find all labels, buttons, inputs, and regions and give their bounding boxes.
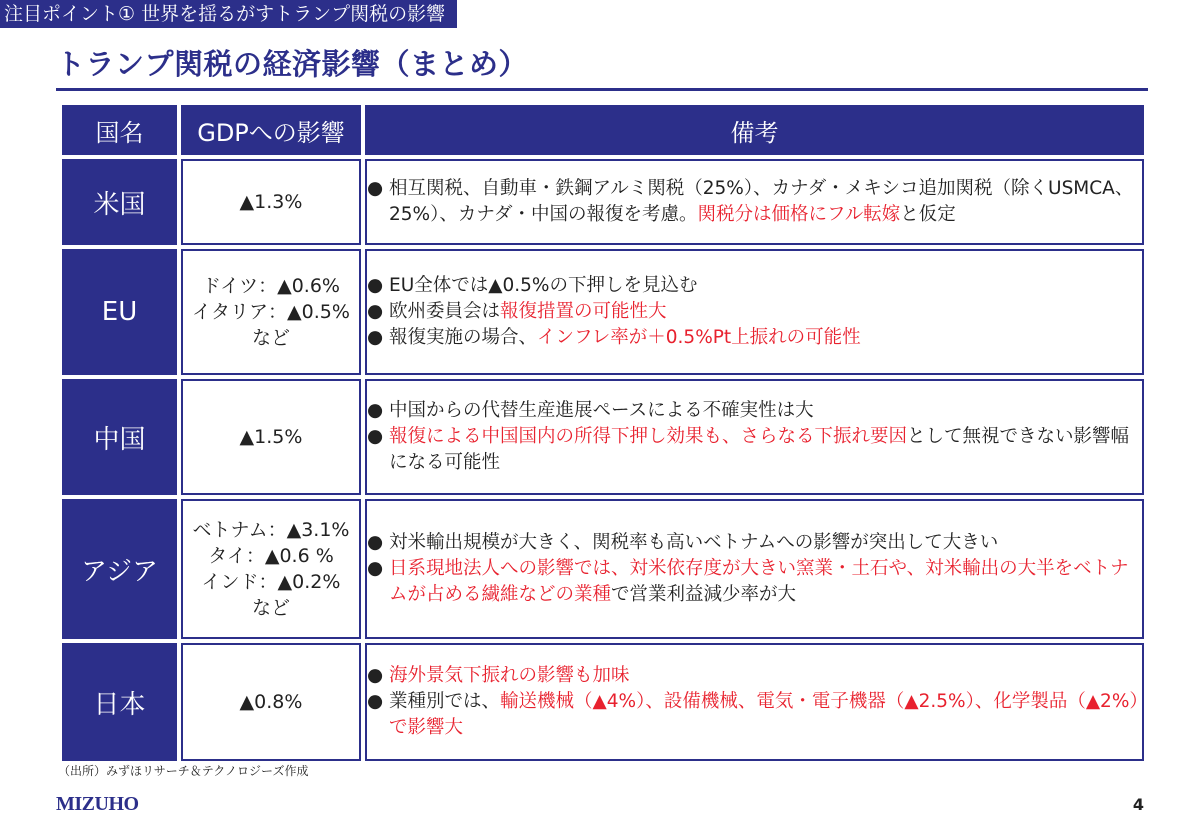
gdp-cell [181, 249, 361, 375]
remarks-cell [365, 379, 1144, 495]
summary-table-container [58, 101, 1148, 757]
remark-bullet [367, 176, 1142, 228]
remark-text [389, 530, 1142, 556]
highlight-text: 報復措置の可能性大 [500, 301, 667, 322]
remark-segment: 欧州委員会は [389, 301, 501, 322]
source-note: （出所）みずほリサーチ＆テクノロジーズ作成 [58, 764, 309, 778]
bullet-dot-icon: ● [367, 665, 384, 686]
remark-text [389, 663, 1142, 689]
summary-table [58, 101, 1148, 765]
gdp-value: イタリア：▲0.5% [192, 301, 350, 323]
remark-bullet [367, 556, 1142, 608]
gdp-value: ▲1.5% [239, 426, 303, 448]
remark-bullet [367, 530, 1142, 556]
remark-text [389, 689, 1142, 741]
header-country: 国名 [62, 105, 177, 155]
remark-segment: 業種別では、 [389, 691, 501, 712]
remarks-cell [365, 499, 1144, 639]
gdp-value: ▲0.8% [239, 691, 303, 713]
page-title: トランプ関税の経済影響（まとめ） [56, 47, 529, 81]
remark-text [389, 398, 1142, 424]
highlight-text: 報復による中国国内の所得下押し効果も、さらなる下振れ要因 [389, 426, 908, 447]
highlight-text: 海外景気下振れの影響も加味 [389, 665, 630, 686]
remark-segment: 中国からの代替生産進展ペースによる不確実性は大 [389, 400, 814, 421]
gdp-value: など [251, 597, 290, 619]
gdp-value: ベトナム：▲3.1% [192, 519, 350, 541]
bullet-dot-icon: ● [367, 426, 384, 447]
bullet-dot-icon: ● [367, 301, 384, 322]
table-row [62, 499, 1144, 639]
remark-bullet [367, 689, 1142, 741]
bullet-dot-icon: ● [367, 275, 384, 296]
gdp-cell [181, 379, 361, 495]
remark-bullet [367, 398, 1142, 424]
title-divider [56, 88, 1148, 91]
gdp-value: ▲1.3% [239, 191, 303, 213]
remark-segment: 対米輸出規模が大きく、関税率も高いベトナムへの影響が突出して大きい [389, 532, 999, 553]
remark-bullet [367, 325, 1142, 351]
country-cell: 中国 [62, 379, 177, 495]
table-row [62, 643, 1144, 761]
header-gdp: GDPへの影響 [181, 105, 361, 155]
remark-segment: 報復実施の場合、 [389, 327, 538, 348]
gdp-cell [181, 499, 361, 639]
mizuho-logo: MIZUHO [56, 793, 139, 815]
remarks-cell [365, 249, 1144, 375]
highlight-text: 日系現地法人への影響では、対米依存度が大きい窯業・土石や、対米輸出の大半をベトナムが占める繊維などの業種 [389, 558, 1129, 605]
gdp-value: ドイツ：▲0.6% [202, 275, 340, 297]
remark-text [389, 299, 1142, 325]
section-tag: 注目ポイント① 世界を揺るがすトランプ関税の影響 [0, 0, 457, 28]
gdp-value: インド：▲0.2% [201, 571, 341, 593]
remarks-cell [365, 643, 1144, 761]
bullet-dot-icon: ● [367, 558, 384, 579]
table-row [62, 379, 1144, 495]
remark-segment: EU全体では▲0.5%の下押しを見込む [389, 275, 698, 296]
country-cell: EU [62, 249, 177, 375]
highlight-text: 関税分は価格にフル転嫁 [697, 204, 901, 225]
page-number: 4 [1132, 795, 1144, 814]
remark-segment: と仮定 [900, 204, 956, 225]
remark-text [389, 325, 1142, 351]
remark-text [389, 424, 1142, 476]
remark-segment: で営業利益減少率が大 [611, 584, 797, 605]
remark-text [389, 176, 1142, 228]
highlight-text: インフレ率が＋0.5%Pt上振れの可能性 [537, 327, 861, 348]
header-remarks: 備考 [365, 105, 1144, 155]
country-cell: アジア [62, 499, 177, 639]
gdp-value: など [251, 327, 290, 349]
table-header-row [62, 105, 1144, 155]
remark-bullet [367, 299, 1142, 325]
table-body [62, 159, 1144, 761]
table-row [62, 249, 1144, 375]
gdp-cell [181, 643, 361, 761]
remark-segment: として無視できない影響幅になる可能性 [389, 426, 1130, 473]
highlight-text: 輸送機械（▲4%）、設備機械、電気・電子機器（▲2.5%）、化学製品（▲2%）で影響大 [389, 691, 1139, 738]
bullet-dot-icon: ● [367, 178, 384, 199]
remark-text [389, 556, 1142, 608]
remark-bullet [367, 424, 1142, 476]
bullet-dot-icon: ● [367, 532, 384, 553]
country-cell: 米国 [62, 159, 177, 245]
bullet-dot-icon: ● [367, 327, 384, 348]
table-row [62, 159, 1144, 245]
remark-bullet [367, 273, 1142, 299]
gdp-value: タイ：▲0.6 % [208, 545, 334, 567]
gdp-cell [181, 159, 361, 245]
bullet-dot-icon: ● [367, 400, 384, 421]
bullet-dot-icon: ● [367, 691, 384, 712]
remark-bullet [367, 663, 1142, 689]
country-cell: 日本 [62, 643, 177, 761]
remark-text [389, 273, 1142, 299]
remark-segment: 相互関税、自動車・鉄鋼アルミ関税（25%）、カナダ・メキシコ追加関税（除くUSMCA、25%）、カナダ・中国の報復を考慮。 [389, 178, 1134, 225]
remarks-cell [365, 159, 1144, 245]
